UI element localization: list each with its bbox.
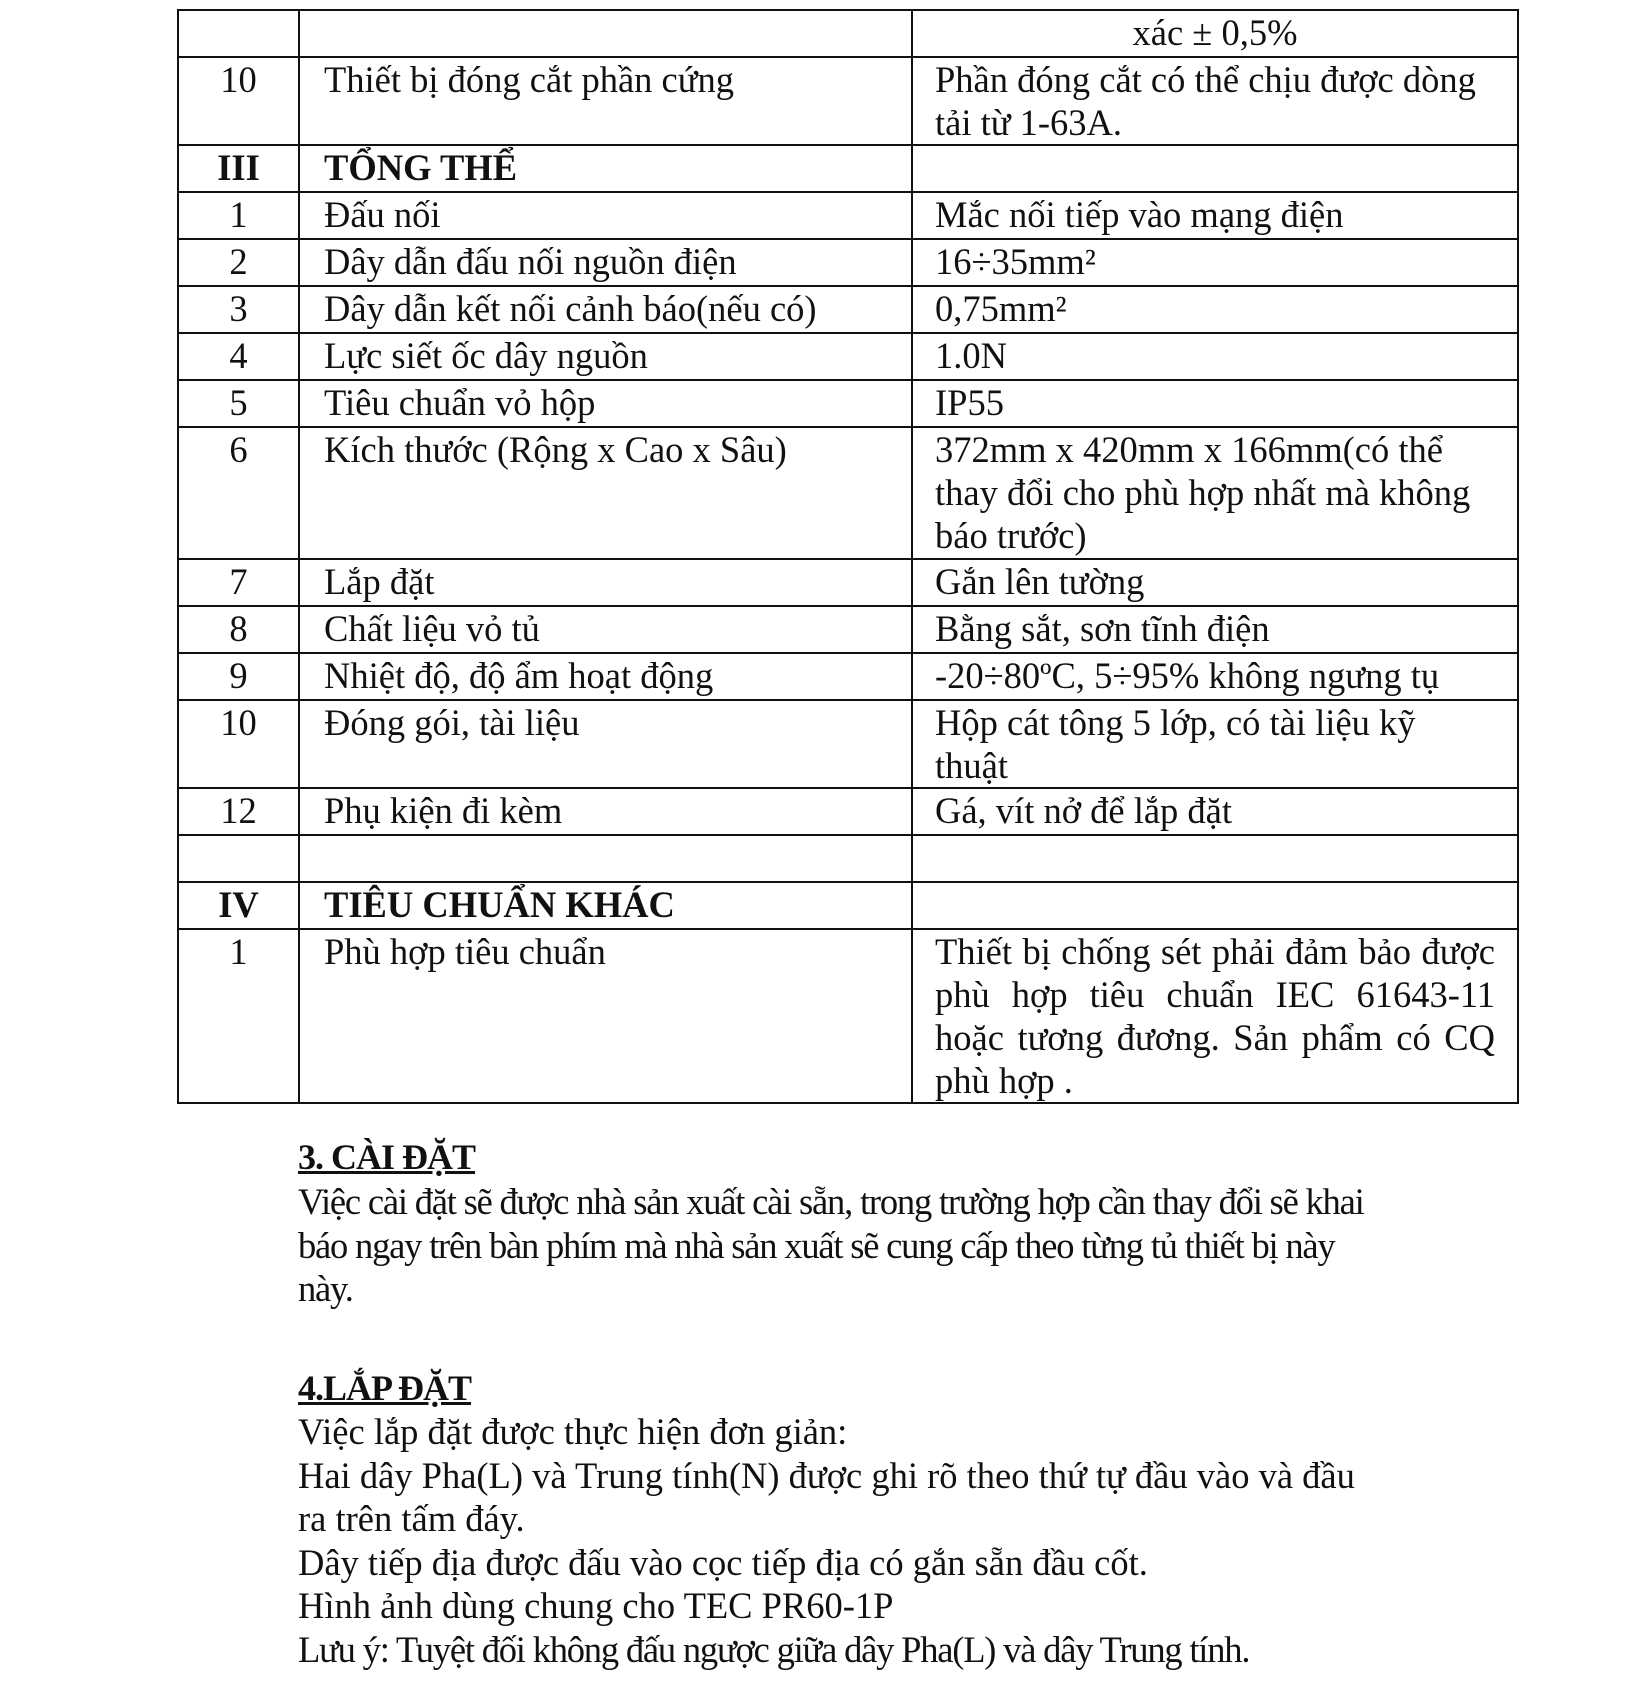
mount-line: Hình ảnh dùng chung cho TEC PR60-1P [298,1585,894,1626]
table-row [178,559,1518,606]
row-name: Dây dẫn đấu nối nguồn điện [299,239,912,286]
row-name [299,10,912,57]
row-name: Đấu nối [299,192,912,239]
row-number: 1 [178,192,299,239]
table-row [178,333,1518,380]
row-name: Nhiệt độ, độ ẩm hoạt động [299,653,912,700]
row-value [912,882,1518,929]
row-name: Đóng gói, tài liệu [299,700,912,788]
row-value [912,835,1518,882]
section-row [178,145,1518,192]
row-number: 10 [178,700,299,788]
table-row [178,606,1518,653]
row-number [178,835,299,882]
table-row [178,653,1518,700]
section-title: TIÊU CHUẨN KHÁC [299,882,912,929]
row-value: 0,75mm² [912,286,1518,333]
row-value: IP55 [912,380,1518,427]
row-number: 6 [178,427,299,559]
table-row [178,57,1518,145]
section-number: IV [178,882,299,929]
row-name: Dây dẫn kết nối cảnh báo(nếu có) [299,286,912,333]
row-name: Lắp đặt [299,559,912,606]
row-value: Gá, vít nở để lắp đặt [912,788,1518,835]
row-value [912,145,1518,192]
row-name: Thiết bị đóng cắt phần cứng [299,57,912,145]
row-number: 7 [178,559,299,606]
table-row [178,380,1518,427]
mount-note: Lưu ý: Tuyệt đối không đấu ngược giữa dây Pha(L) và dây Trung tính. [298,1628,1250,1670]
install-paragraph: Việc cài đặt sẽ được nhà sản xuất cài sẵn, trong trường hợp cần thay đổi sẽ khai báo ngay trên bàn phím mà nhà sản xuất sẽ cung cấp theo từng tủ thiết bị này này. [298,1181,1364,1309]
table-row [178,427,1518,559]
table-row [178,788,1518,835]
row-value: xác ± 0,5% [912,10,1518,57]
row-value: 1.0N [912,333,1518,380]
row-value: Phần đóng cắt có thể chịu được dòng tải từ 1-63A. [912,57,1518,145]
mount-line: Dây tiếp địa được đấu vào cọc tiếp địa có gắn sẵn đầu cốt. [298,1541,1148,1583]
row-number: 5 [178,380,299,427]
row-number: 8 [178,606,299,653]
row-name: Lực siết ốc dây nguồn [299,333,912,380]
row-number [178,10,299,57]
spec-table [177,9,1519,1104]
table-row [178,700,1518,788]
install-heading: 3. CÀI ĐẶT [298,1137,476,1177]
row-value: Bằng sắt, sơn tĩnh điện [912,606,1518,653]
row-number: 10 [178,57,299,145]
row-number: 9 [178,653,299,700]
empty-row [178,835,1518,882]
row-number: 4 [178,333,299,380]
table-row [178,286,1518,333]
table-row [178,239,1518,286]
row-number: 1 [178,929,299,1103]
install-section [298,1136,1368,1311]
row-name: Tiêu chuẩn vỏ hộp [299,380,912,427]
row-number: 12 [178,788,299,835]
mount-line: Hai dây Pha(L) và Trung tính(N) được ghi rõ theo thứ tự đầu vào và đầu ra trên tấm đáy. [298,1454,1355,1539]
mount-heading: 4.LẮP ĐẶT [298,1368,472,1408]
row-number: 3 [178,286,299,333]
row-value: -20÷80ºC, 5÷95% không ngưng tụ [912,653,1518,700]
table-row [178,192,1518,239]
row-value: Gắn lên tường [912,559,1518,606]
table-row [178,929,1518,1103]
row-value: Hộp cát tông 5 lớp, có tài liệu kỹ thuật [912,700,1518,788]
mount-section [298,1367,1368,1671]
section-row [178,882,1518,929]
row-value: 372mm x 420mm x 166mm(có thể thay đổi cho phù hợp nhất mà không báo trước) [912,427,1518,559]
row-value: 16÷35mm² [912,239,1518,286]
mount-line: Việc lắp đặt được thực hiện đơn giản: [298,1411,848,1452]
row-name [299,835,912,882]
row-number: 2 [178,239,299,286]
table-row [178,10,1518,57]
row-name: Phù hợp tiêu chuẩn [299,929,912,1103]
section-number: III [178,145,299,192]
row-value: Mắc nối tiếp vào mạng điện [912,192,1518,239]
section-title: TỔNG THỂ [299,145,912,192]
row-name: Phụ kiện đi kèm [299,788,912,835]
row-value: Thiết bị chống sét phải đảm bảo được phù hợp tiêu chuẩn IEC 61643-11 hoặc tương đương. Sản phẩm có CQ phù hợp . [912,929,1518,1103]
row-name: Chất liệu vỏ tủ [299,606,912,653]
row-name: Kích thước (Rộng x Cao x Sâu) [299,427,912,559]
